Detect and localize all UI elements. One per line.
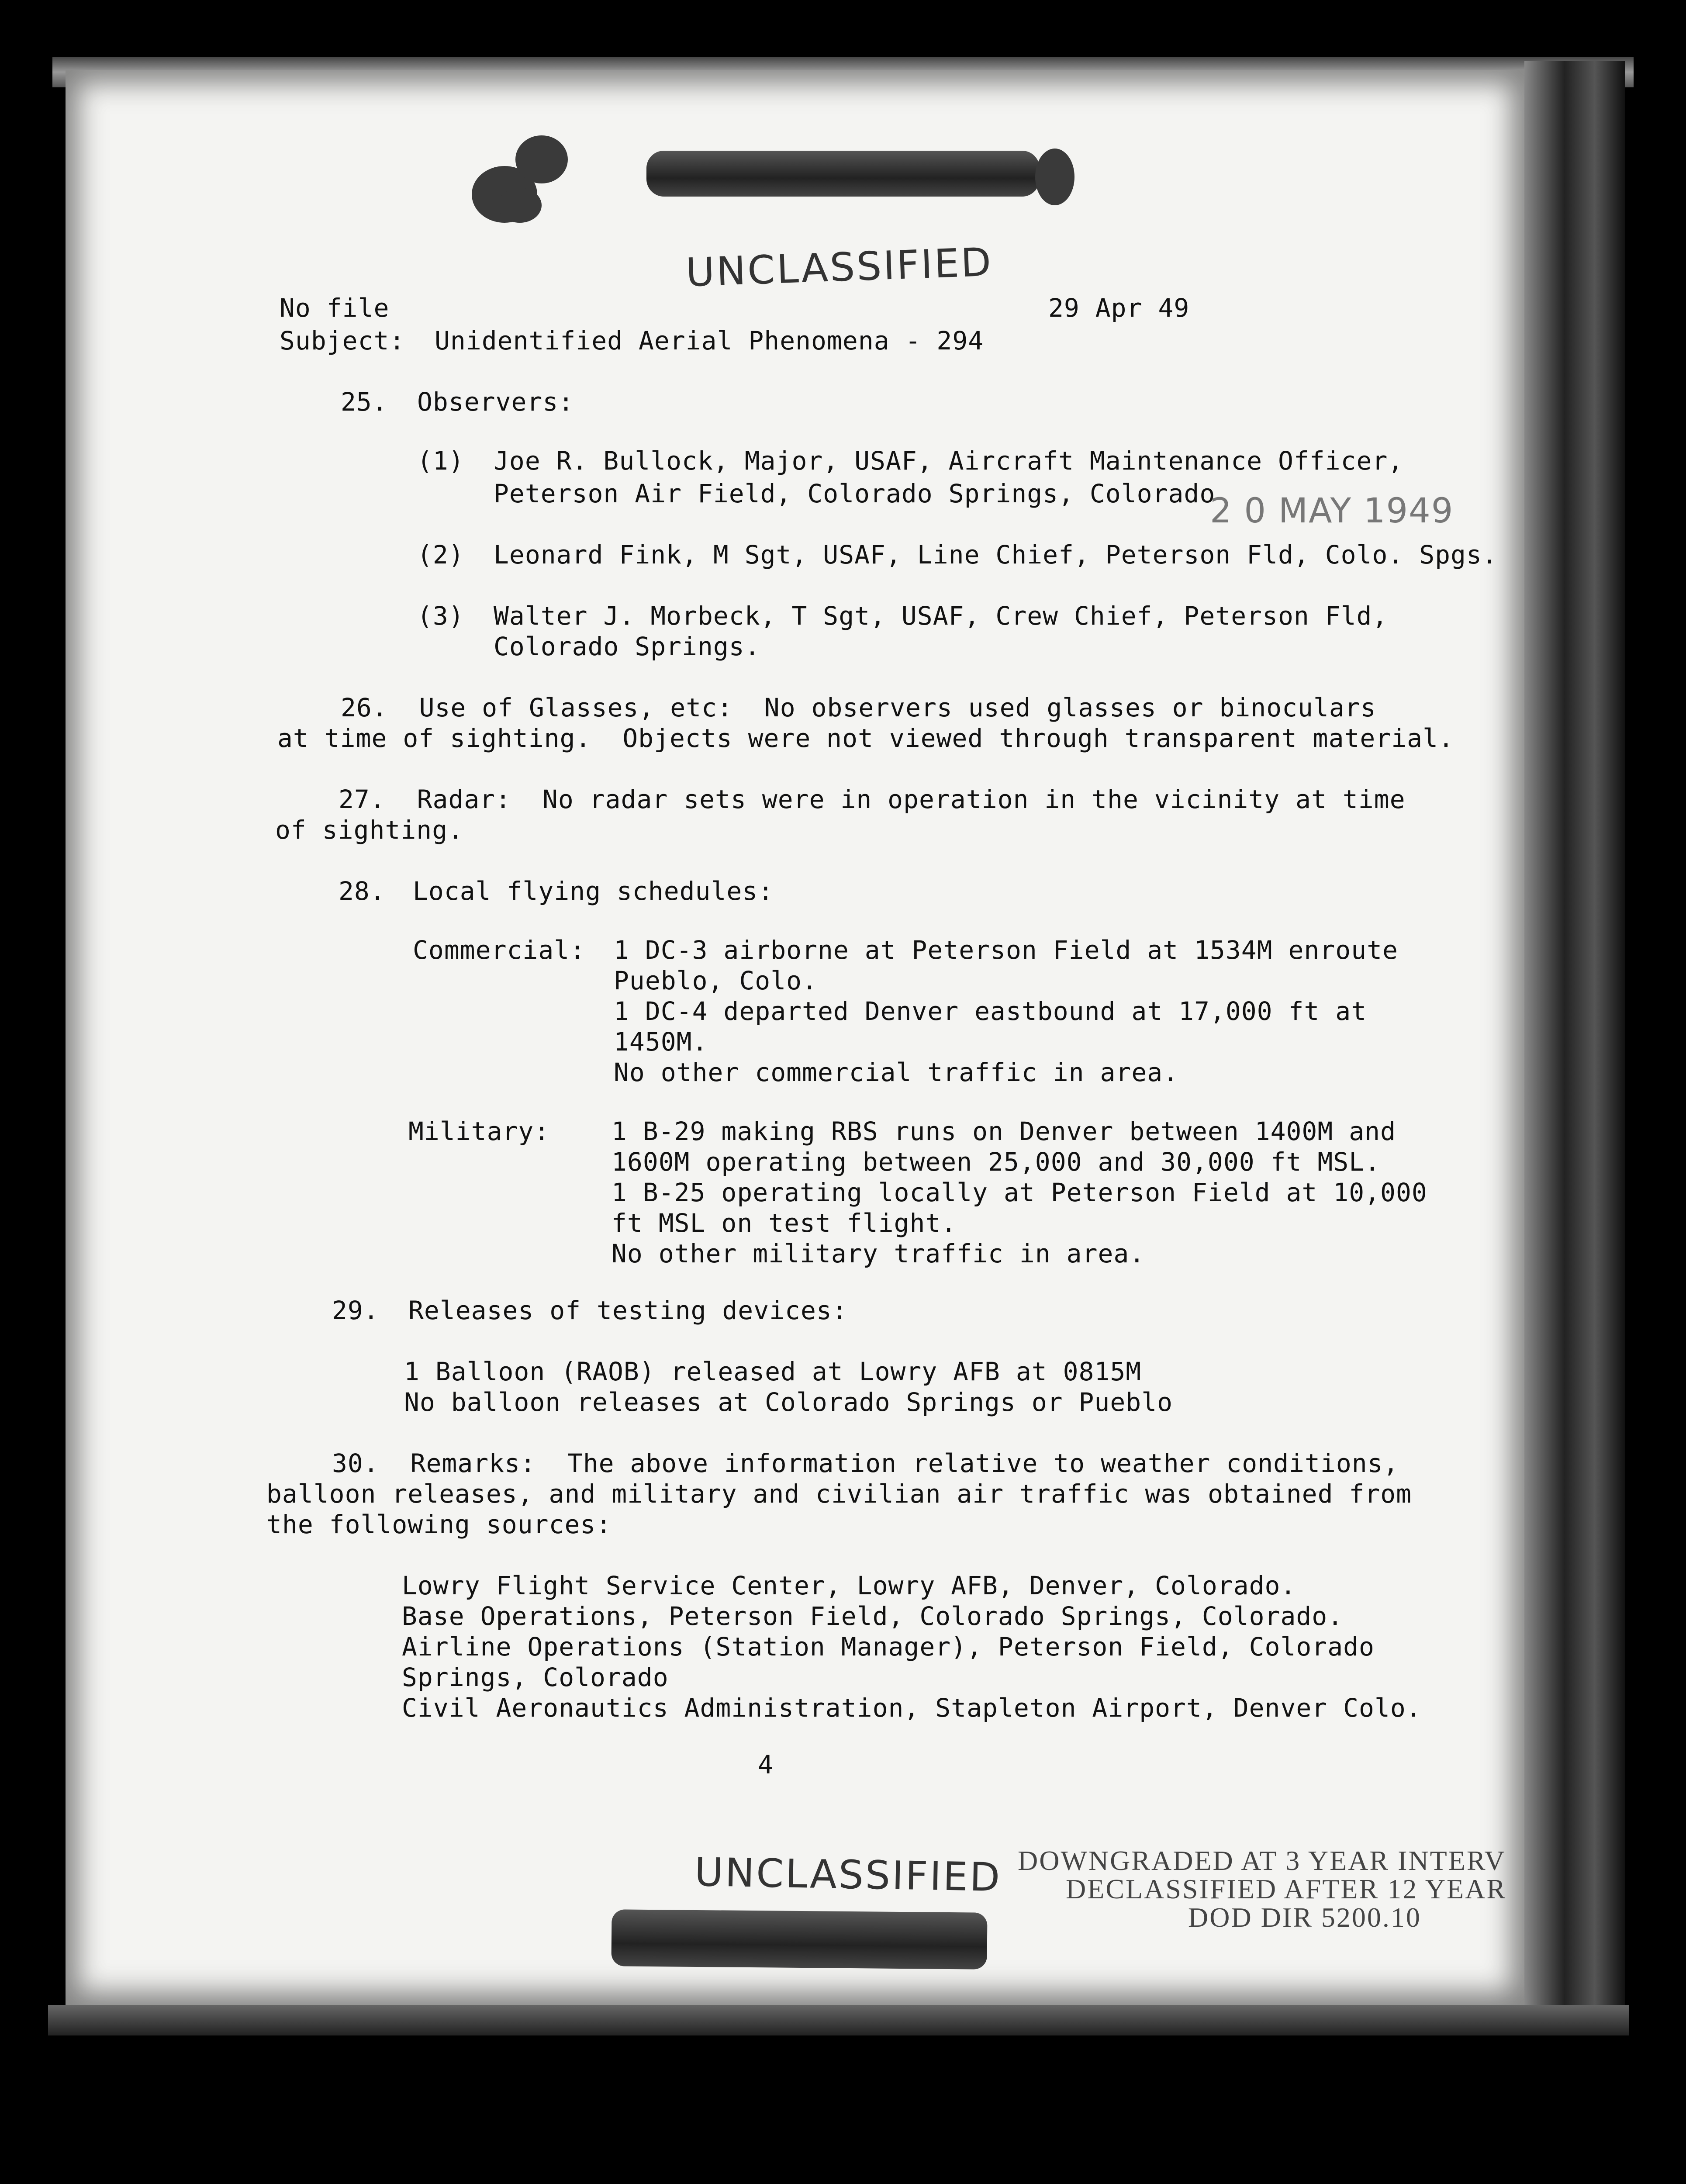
subject-text: Unidentified Aerial Phenomena - 294 [435, 326, 984, 356]
section-26-line-2: at time of sighting. Objects were not viewed through transparent material. [277, 723, 1454, 753]
commercial-label: Commercial: [413, 935, 586, 965]
source-line: Airline Operations (Station Manager), Peterson Field, Colorado [402, 1632, 1375, 1662]
redaction-blot-3 [498, 188, 542, 223]
military-line: 1 B-25 operating locally at Peterson Field at 10,000 [612, 1178, 1427, 1207]
classification-stamp-top: UNCLASSIFIED [685, 239, 994, 296]
military-line: 1600M operating between 25,000 and 30,000 ft MSL. [612, 1147, 1381, 1177]
received-date-stamp: 2 0 MAY 1949 [1210, 491, 1454, 531]
commercial-line: 1 DC-3 airborne at Peterson Field at 1534M enroute [614, 935, 1398, 965]
redaction-bar-top [646, 151, 1040, 197]
observer-3-number: (3) [417, 601, 464, 631]
section-30-line-3: the following sources: [266, 1510, 612, 1539]
section-25-title: Observers: [417, 387, 574, 417]
release-line: 1 Balloon (RAOB) released at Lowry AFB at 0815M [404, 1357, 1142, 1386]
source-line: Lowry Flight Service Center, Lowry AFB, Denver, Colorado. [402, 1571, 1296, 1600]
subject-label: Subject: [280, 326, 405, 356]
commercial-line: Pueblo, Colo. [614, 966, 818, 995]
page-number: 4 [758, 1750, 774, 1780]
right-scan-edge [1524, 61, 1625, 2018]
classification-stamp-bottom: UNCLASSIFIED [694, 1849, 1002, 1901]
source-line: Base Operations, Peterson Field, Colorado Springs, Colorado. [402, 1601, 1344, 1631]
observer-1-line-1: Joe R. Bullock, Major, USAF, Aircraft Maintenance Officer, [494, 446, 1404, 476]
commercial-line: 1450M. [614, 1027, 708, 1057]
section-28-number: 28. [339, 876, 386, 906]
section-27-line-1: 27. Radar: No radar sets were in operation in the vicinity at time [339, 784, 1406, 814]
military-line: ft MSL on test flight. [612, 1208, 957, 1238]
redaction-blot-2 [515, 135, 568, 183]
source-line: Springs, Colorado [402, 1662, 669, 1692]
commercial-line: No other commercial traffic in area. [614, 1057, 1179, 1087]
downgrade-line-1: DOWNGRADED AT 3 YEAR INTERV [1018, 1845, 1506, 1876]
section-30-line-2: balloon releases, and military and civilian air traffic was obtained from [266, 1479, 1412, 1509]
observer-3-line-2: Colorado Springs. [494, 632, 760, 661]
release-line: No balloon releases at Colorado Springs or Pueblo [404, 1387, 1173, 1417]
observer-3-line-1: Walter J. Morbeck, T Sgt, USAF, Crew Chief, Peterson Fld, [494, 601, 1388, 631]
section-29-number: 29. [332, 1296, 379, 1325]
observer-2-line-1: Leonard Fink, M Sgt, USAF, Line Chief, Peterson Fld, Colo. Spgs. [494, 540, 1498, 570]
section-26-line-1: 26. Use of Glasses, etc: No observers used glasses or binoculars [341, 693, 1376, 722]
downgrade-line-2: DECLASSIFIED AFTER 12 YEAR [1066, 1873, 1507, 1904]
section-29-title: Releases of testing devices: [408, 1296, 848, 1325]
file-label: No file [280, 293, 390, 323]
military-line: No other military traffic in area. [612, 1239, 1145, 1268]
downgrade-line-3: DOD DIR 5200.10 [1188, 1902, 1421, 1933]
redaction-blot-4 [1035, 149, 1074, 205]
section-30-line-1: 30. Remarks: The above information relative to weather conditions, [332, 1448, 1399, 1478]
military-label: Military: [408, 1116, 550, 1146]
section-27-line-2: of sighting. [275, 815, 464, 845]
observer-1-line-2: Peterson Air Field, Colorado Springs, Colorado [494, 479, 1216, 508]
section-28-title: Local flying schedules: [413, 876, 774, 906]
section-25-number: 25. [341, 387, 388, 417]
observer-2-number: (2) [417, 540, 464, 570]
military-line: 1 B-29 making RBS runs on Denver between 1400M and [612, 1116, 1396, 1146]
observer-1-number: (1) [417, 446, 464, 476]
commercial-line: 1 DC-4 departed Denver eastbound at 17,000 ft at [614, 996, 1367, 1026]
source-line: Civil Aeronautics Administration, Stapleton Airport, Denver Colo. [402, 1693, 1422, 1723]
bottom-scan-edge [48, 2005, 1629, 2035]
redaction-bar-bottom [611, 1909, 987, 1970]
document-date: 29 Apr 49 [1048, 293, 1190, 323]
